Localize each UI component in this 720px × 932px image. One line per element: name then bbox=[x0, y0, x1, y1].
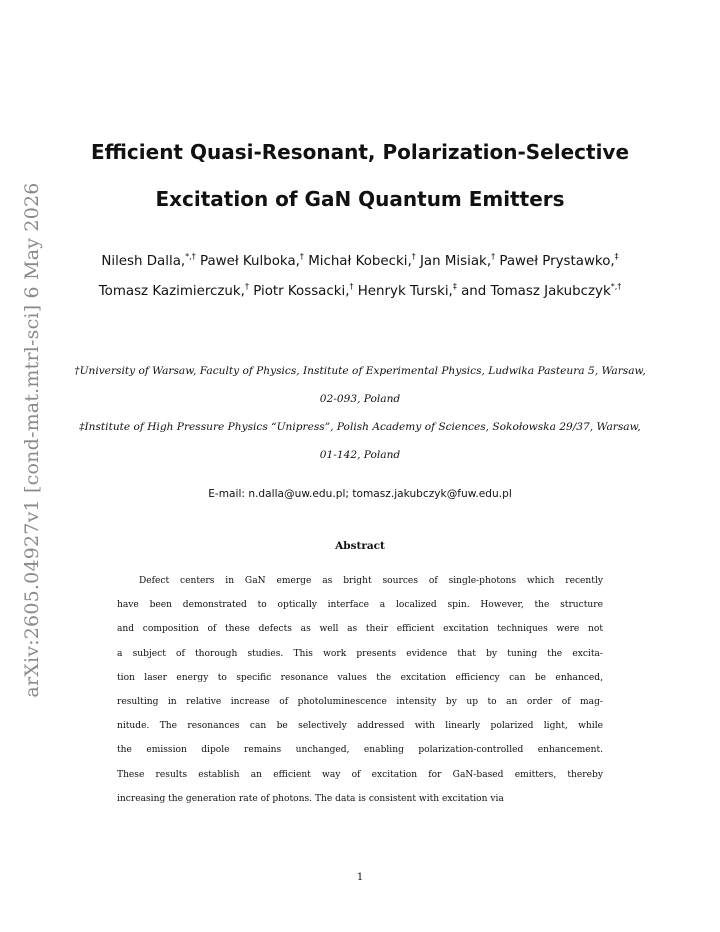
abstract-line: increasing the generation rate of photons. The data is consistent with excitation via bbox=[117, 793, 504, 804]
affiliation-unipress: ‡Institute of High Pressure Physics “Unipress”, Polish Academy of Sciences, Sokołowska 29/37, Warsaw, 01-142, Poland bbox=[79, 421, 641, 461]
abstract-line: have been demonstrated to optically interface a localized spin. However, the structure bbox=[117, 600, 603, 611]
abstract-line: Defect centers in GaN emerge as bright sources of single-photons which recently bbox=[139, 576, 603, 586]
abstract-line: These results establish an efficient way of excitation for GaN-based emitters, thereby bbox=[117, 769, 603, 780]
abstract-line: the emission dipole remains unchanged, enabling polarization-controlled enhancement. bbox=[117, 745, 603, 756]
author-affiliation-mark: *,† bbox=[610, 282, 622, 291]
author-affiliation-mark: † bbox=[491, 252, 496, 261]
author-name: Piotr Kossacki, bbox=[253, 284, 350, 299]
abstract-heading: Abstract bbox=[335, 540, 385, 552]
author-name: Paweł Prystawko, bbox=[499, 254, 615, 269]
page-number: 1 bbox=[356, 872, 364, 883]
paper-title-line-2: Excitation of GaN Quantum Emitters bbox=[155, 187, 565, 211]
arxiv-identifier: arXiv:2605.04927v1 [cond-mat.mtrl-sci] 6 May 2026 bbox=[21, 182, 43, 698]
author-name: Paweł Kulboka, bbox=[199, 254, 300, 269]
author-affiliation-mark: † bbox=[299, 252, 304, 261]
author-name: Nilesh Dalla, bbox=[101, 254, 186, 269]
affiliation-university-of-warsaw: †University of Warsaw, Faculty of Physics, Institute of Experimental Physics, Ludwika Pasteura 5, Warsaw, 02-093, Poland bbox=[74, 365, 646, 405]
abstract-body bbox=[117, 569, 603, 811]
abstract-line: a subject of thorough studies. This work presents evidence that by tuning the excita- bbox=[117, 648, 603, 659]
abstract-line: nitude. The resonances can be selectively addressed with linearly polarized light, while bbox=[117, 721, 603, 732]
arxiv-sidebar bbox=[17, 182, 47, 698]
author-name: Michał Kobecki, bbox=[308, 254, 412, 269]
author-name: and Tomasz Jakubczyk bbox=[461, 284, 611, 299]
author-affiliation-mark: † bbox=[411, 252, 416, 261]
author-name: Henryk Turski, bbox=[357, 284, 453, 299]
author-affiliation-mark: ‡ bbox=[614, 252, 619, 261]
corresponding-email: E-mail: n.dalla@uw.edu.pl; tomasz.jakubczyk@fuw.edu.pl bbox=[208, 488, 512, 500]
paper-title-line-1: Efficient Quasi-Resonant, Polarization-Selective bbox=[90, 140, 630, 164]
author-name: Tomasz Kazimierczuk, bbox=[98, 284, 245, 299]
author-affiliation-mark: † bbox=[349, 282, 354, 291]
author-affiliation-mark: *,† bbox=[185, 252, 196, 261]
author-list bbox=[80, 247, 640, 307]
author-affiliation-mark: † bbox=[244, 282, 249, 291]
abstract-line: tion laser energy to specific resonance values the excitation efficiency can be enhanced, bbox=[117, 672, 603, 683]
author-name: Jan Misiak, bbox=[419, 254, 492, 269]
author-affiliation-mark: ‡ bbox=[452, 282, 457, 291]
abstract-line: resulting in relative increase of photoluminescence intensity by up to an order of mag- bbox=[117, 697, 603, 708]
abstract-line: and composition of these defects as well as their efficient excitation techniques were not bbox=[117, 624, 603, 635]
